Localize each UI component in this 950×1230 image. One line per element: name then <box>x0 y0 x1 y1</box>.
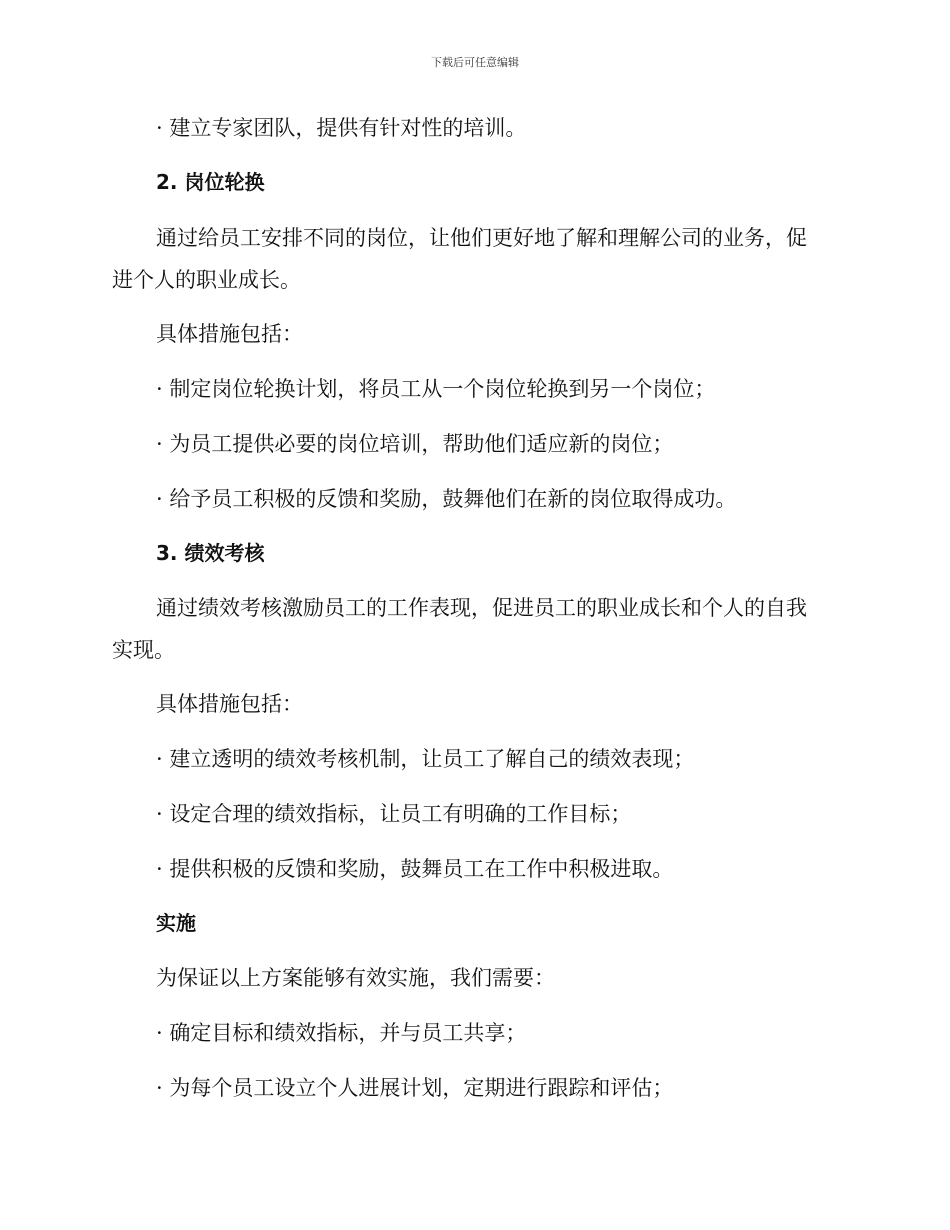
paragraph: 具体措施包括： <box>156 692 303 716</box>
paragraph-line: 通过绩效考核激励员工的工作表现，促进员工的职业成长和个人的自我 <box>156 596 807 620</box>
paragraph-line: 通过给员工安排不同的岗位，让他们更好地了解和理解公司的业务，促 <box>156 226 807 250</box>
paragraph: 为保证以上方案能够有效实施，我们需要： <box>156 966 555 990</box>
bullet-item: · 确定目标和绩效指标，并与员工共享； <box>156 1021 527 1045</box>
bullet-item: · 为员工提供必要的岗位培训，帮助他们适应新的岗位； <box>156 432 674 456</box>
bullet-item: · 制定岗位轮换计划，将员工从一个岗位轮换到另一个岗位； <box>156 377 716 401</box>
section-heading: 3. 绩效考核 <box>156 541 265 565</box>
paragraph-line: 进个人的职业成长。 <box>112 268 301 292</box>
bullet-item: · 建立专家团队，提供有针对性的培训。 <box>156 116 527 140</box>
bullet-item: · 给予员工积极的反馈和奖励，鼓舞他们在新的岗位取得成功。 <box>156 487 737 511</box>
bullet-item: · 为每个员工设立个人进展计划，定期进行跟踪和评估； <box>156 1076 674 1100</box>
bullet-item: · 设定合理的绩效指标，让员工有明确的工作目标； <box>156 802 632 826</box>
page-header: 下载后可任意编辑 <box>431 56 519 69</box>
section-heading: 2. 岗位轮换 <box>156 170 265 194</box>
section-heading: 实施 <box>156 911 196 935</box>
bullet-item: · 建立透明的绩效考核机制，让员工了解自己的绩效表现； <box>156 747 695 771</box>
paragraph: 具体措施包括： <box>156 322 303 346</box>
paragraph-line: 实现。 <box>112 638 175 662</box>
bullet-item: · 提供积极的反馈和奖励，鼓舞员工在工作中积极进取。 <box>156 857 674 881</box>
